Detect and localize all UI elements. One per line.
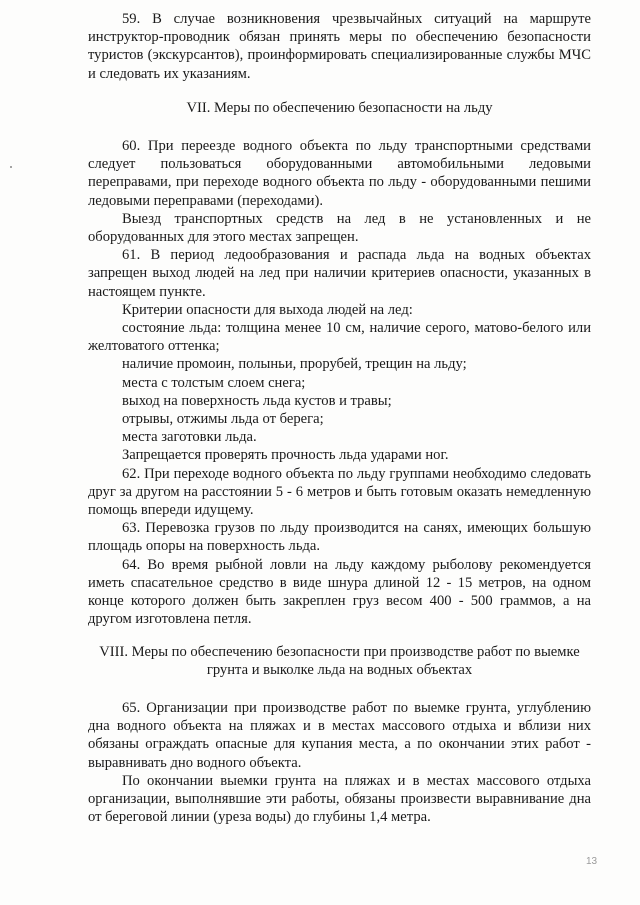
criteria-item: состояние льда: толщина менее 10 см, наличие серого, матово-белого или желтоватого оттенка; <box>88 320 591 355</box>
paragraph-65: 65. Организации при производстве работ по выемке грунта, углублению дна водного объекта на пляжах и в местах массового отдыха и вблизи них обязаны ограждать опасные для купания места, а по окончании этих работ - выравнивать дно водного объекта. <box>88 699 591 771</box>
paragraph-60-vehicles: Выезд транспортных средств на лед в не установленных и не оборудованных для этого местах запрещен. <box>88 210 591 246</box>
paragraph-59: 59. В случае возникновения чрезвычайных ситуаций на маршруте инструктор-проводник обязан принять меры по обеспечению безопасности туристов (экскурсантов), проинформировать специализированные службы МЧС и следовать их указаниям. <box>88 11 591 82</box>
document-body <box>88 10 591 826</box>
section-8-title: VIII. Меры по обеспечению безопасности при производстве работ по выемке грунта и выколке льда на водных объектах <box>99 643 580 678</box>
criteria-item: наличие промоин, полыньи, прорубей, трещин на льду; <box>122 356 467 373</box>
paragraph-60: 60. При переезде водного объекта по льду транспортными средствами следует пользоваться оборудованными автомобильными ледовыми переправами, при переходе водного объекта по льду - оборудованными пешими ледовыми переправами (переходами). <box>88 138 591 209</box>
criteria-intro: Критерии опасности для выхода людей на лед: <box>122 301 413 318</box>
paragraph-61: 61. В период ледообразования и распада льда на водных объектах запрещен выход людей на лед при наличии критериев опасности, указанных в настоящем пункте. <box>88 247 591 300</box>
criteria-item: места заготовки льда. <box>122 429 257 446</box>
criteria-item: отрывы, отжимы льда от берега; <box>122 411 324 428</box>
criteria-item: выход на поверхность льда кустов и травы; <box>122 392 392 409</box>
paragraph-63: 63. Перевозка грузов по льду производится на санях, имеющих большую площадь опоры на поверхность льда. <box>88 520 591 555</box>
criteria-item: места с толстым слоем снега; <box>122 374 306 391</box>
paragraph-65-leveling: По окончании выемки грунта на пляжах и в местах массового отдыха организации, выполнявшие эти работы, обязаны произвести выравнивание дна от береговой линии (уреза воды) до глубины 1,4 метра. <box>88 772 591 826</box>
section-7-title: VII. Меры по обеспечению безопасности на льду <box>186 99 493 116</box>
paragraph-64: 64. Во время рыбной ловли на льду каждому рыболову рекомендуется иметь спасательное средство в виде шнура длиной 12 - 15 метров, на одном конце которого должен быть закреплен груз весом 400 - 500 граммов, а на другом изготовлена петля. <box>88 556 591 628</box>
page-number: 13 <box>586 856 598 867</box>
ice-check-prohibition: Запрещается проверять прочность льда ударами ног. <box>122 447 449 464</box>
scan-speck <box>10 166 12 168</box>
paragraph-62: 62. При переходе водного объекта по льду группами необходимо следовать друг за другом на расстоянии 5 - 6 метров и быть готовым оказать немедленную помощь впереди идущему. <box>88 465 591 519</box>
